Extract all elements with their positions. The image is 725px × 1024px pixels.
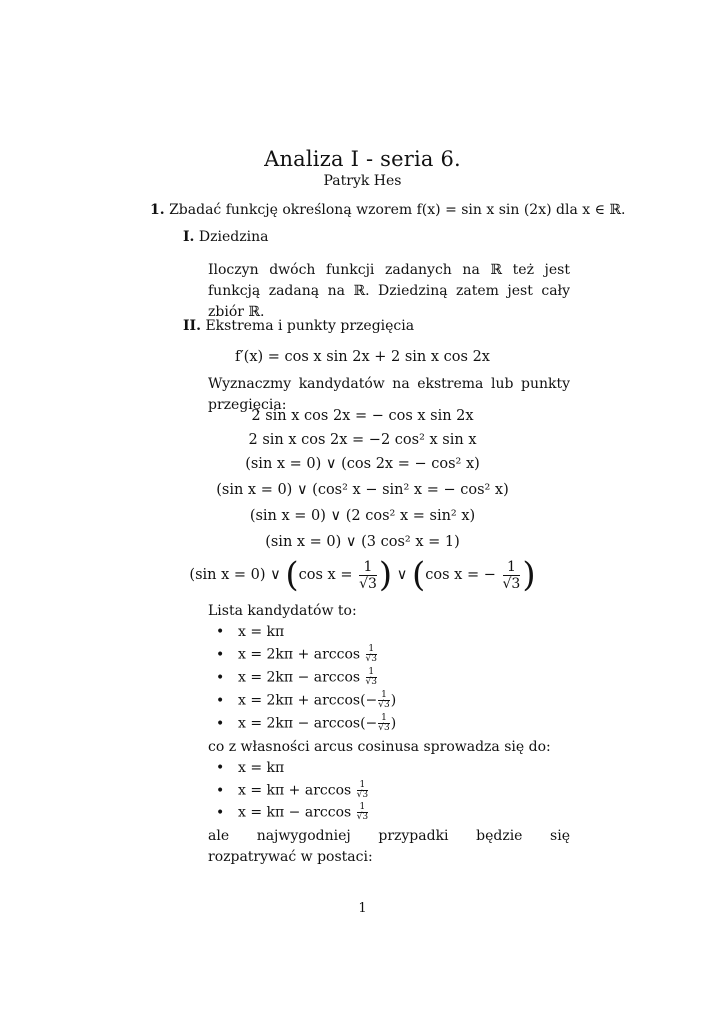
list-1-label: Lista kandydatów to: xyxy=(208,603,357,619)
section-2-number: II. xyxy=(183,318,201,334)
list-item: • x = kπ − arccos $\frac{1}{√3}$ xyxy=(216,802,369,822)
fraction: $\frac{1}{√3}$ xyxy=(365,644,378,664)
final-eq-right: cos x = − xyxy=(425,567,496,583)
fraction: $\frac{1}{√3}$ xyxy=(378,690,390,710)
list-item: • x = 2kπ + arccos(− $\frac{1}{√3}$ ) xyxy=(216,690,397,710)
equation-line: (sin x = 0) ∨ (3 cos² x = 1) xyxy=(265,534,460,550)
equation-line: (sin x = 0) ∨ (cos 2x = − cos² x) xyxy=(245,456,480,472)
list-item: • x = 2kπ − arccos $\frac{1}{√3}$ xyxy=(216,667,378,687)
closing-text: ale najwygodniej przypadki będzie się rozpatrywać w postaci: xyxy=(208,828,570,865)
equation-line: 2 sin x cos 2x = − cos x sin 2x xyxy=(251,408,474,424)
section-1-number: I. xyxy=(183,229,195,245)
section-1-text: Iloczyn dwóch funkcji zadanych na ℝ też jest funkcją zadaną na ℝ. Dziedziną zatem jest cały zbiór ℝ. xyxy=(208,262,570,320)
list-item: • x = kπ + arccos $\frac{1}{√3}$ xyxy=(216,780,369,800)
final-eq-or: ∨ xyxy=(396,567,408,583)
fraction: $\frac{1}{√3}$ xyxy=(356,780,369,800)
author: Patryk Hes xyxy=(323,173,402,189)
equation-line: (sin x = 0) ∨ (2 cos² x = sin² x) xyxy=(249,508,476,524)
list-item: • x = 2kπ + arccos $\frac{1}{√3}$ xyxy=(216,644,378,664)
section-2-heading xyxy=(183,316,414,336)
equation-line: 2 sin x cos 2x = −2 cos² x sin x xyxy=(248,432,477,448)
derivative-equation: f′(x) = cos x sin 2x + 2 sin x cos 2x xyxy=(235,349,490,365)
fraction: $\frac{1}{√3}$ xyxy=(502,558,521,592)
list-2-label: co z własności arcus cosinusa sprowadza się do: xyxy=(208,739,551,755)
final-equation: (sin x = 0) ∨ (cos x = $\frac{1}{√3}$ ) ∨ (cos x = − $\frac{1}{√3}$ ) xyxy=(189,555,536,595)
list-item: • x = kπ xyxy=(216,624,285,640)
problem-text: Zbadać funkcję określoną wzorem f(x) = sin x sin (2x) dla x ∈ ℝ. xyxy=(169,202,626,218)
list-item: • x = 2kπ − arccos(− $\frac{1}{√3}$ ) xyxy=(216,713,397,733)
fraction: $\frac{1}{√3}$ xyxy=(365,667,378,687)
final-eq-left: (sin x = 0) ∨ xyxy=(189,567,281,583)
page-title: Analiza I - seria 6. xyxy=(264,147,461,171)
final-eq-mid: cos x = xyxy=(298,567,353,583)
list-item: • x = kπ xyxy=(216,760,285,776)
fraction: $\frac{1}{√3}$ xyxy=(378,713,390,733)
page-number: 1 xyxy=(358,901,367,916)
equation-line: (sin x = 0) ∨ (cos² x − sin² x = − cos² x) xyxy=(216,482,509,498)
section-2-title: Ekstrema i punkty przegięcia xyxy=(205,318,415,334)
problem-number: 1. xyxy=(150,202,165,218)
section-1-heading xyxy=(183,227,268,247)
fraction: $\frac{1}{√3}$ xyxy=(359,558,377,592)
fraction: $\frac{1}{√3}$ xyxy=(356,802,369,822)
problem-statement xyxy=(150,200,626,220)
candidates-intro: Wyznaczmy kandydatów na ekstrema lub punkty przegięcia: xyxy=(208,376,570,413)
section-1-title: Dziedzina xyxy=(198,229,269,245)
